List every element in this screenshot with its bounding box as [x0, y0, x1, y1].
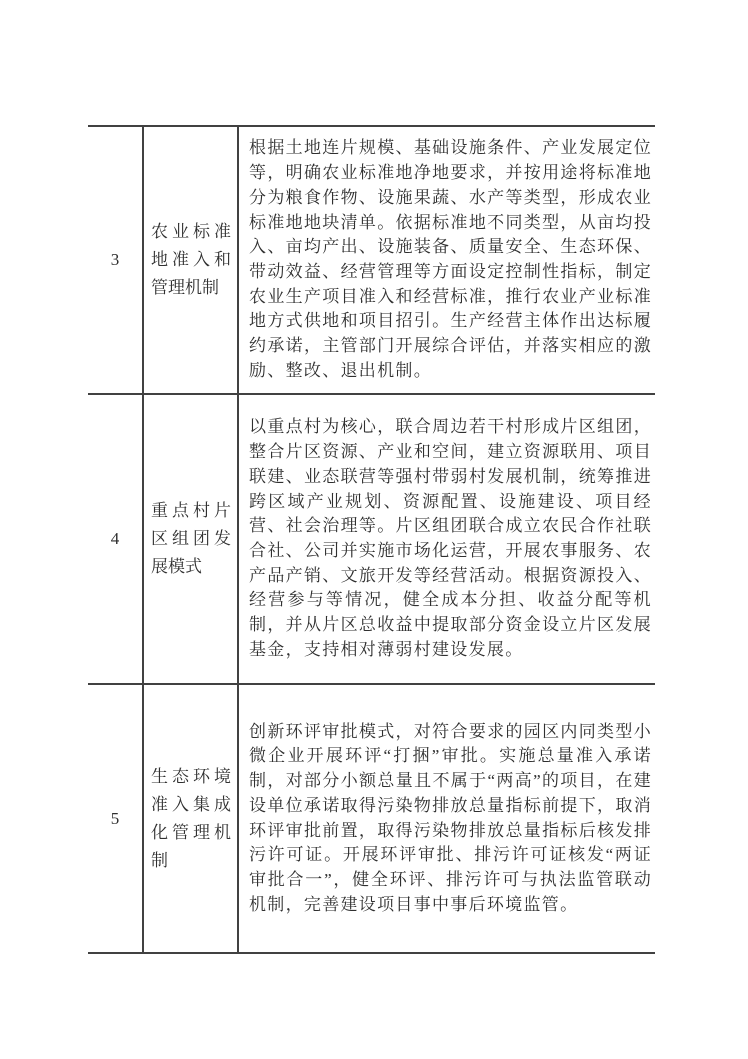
mechanism-title: 生态环境准入集成化管理机制 — [151, 766, 231, 870]
mechanism-description-cell — [238, 394, 655, 684]
table-row — [88, 394, 655, 684]
mechanism-title-cell — [143, 684, 238, 953]
mechanism-description: 以重点村为核心，联合周边若干村形成片区组团，整合片区资源、产业和空间，建立资源联用、项目联建、业态联营等强村带弱村发展机制，统筹推进跨区域产业规划、资源配置、设施建设、项目经营、社会治理等。片区组团联合成立农民合作社联合社、公司并实施市场化运营，开展农事服务、农产品产销、文旅开发等经营活动。根据资源投入、经营参与等情况，健全成本分担、收益分配等机制，并从片区总收益中提取部分资金设立片区发展基金，支持相对薄弱村建设发展。 — [249, 417, 652, 659]
mechanism-description: 创新环评审批模式，对符合要求的园区内同类型小微企业开展环评“打捆”审批。实施总量准入承诺制，对部分小额总量且不属于“两高”的项目，在建设单位承诺取得污染物排放总量指标前提下，取消环评审批前置，取得污染物排放总量指标后核发排污许可证。开展环评审批、排污许可证核发“两证审批合一”，健全环评、排污许可与执法监管联动机制，完善建设项目事中事后环境监管。 — [249, 721, 652, 914]
mechanism-title-cell — [143, 126, 238, 394]
mechanism-title: 农业标准地准入和管理机制 — [151, 222, 231, 297]
mechanism-title-cell — [143, 394, 238, 684]
mechanism-table — [88, 125, 655, 954]
table-row — [88, 126, 655, 394]
row-number: 3 — [88, 126, 143, 394]
mechanism-title: 重点村片区组团发展模式 — [151, 501, 231, 576]
mechanism-description-cell — [238, 684, 655, 953]
mechanism-description: 根据土地连片规模、基础设施条件、产业发展定位等，明确农业标准地净地要求，并按用途将标准地分为粮食作物、设施果蔬、水产等类型，形成农业标准地地块清单。依据标准地不同类型，从亩均投入、亩均产出、设施装备、质量安全、生态环保、带动效益、经营管理等方面设定控制性指标，制定农业生产项目准入和经营标准，推行农业产业标准地方式供地和项目招引。生产经营主体作出达标履约承诺，主管部门开展综合评估，并落实相应的激励、整改、退出机制。 — [249, 138, 652, 380]
mechanism-description-cell — [238, 126, 655, 394]
row-number: 5 — [88, 684, 143, 953]
row-number: 4 — [88, 394, 143, 684]
table-row — [88, 684, 655, 953]
